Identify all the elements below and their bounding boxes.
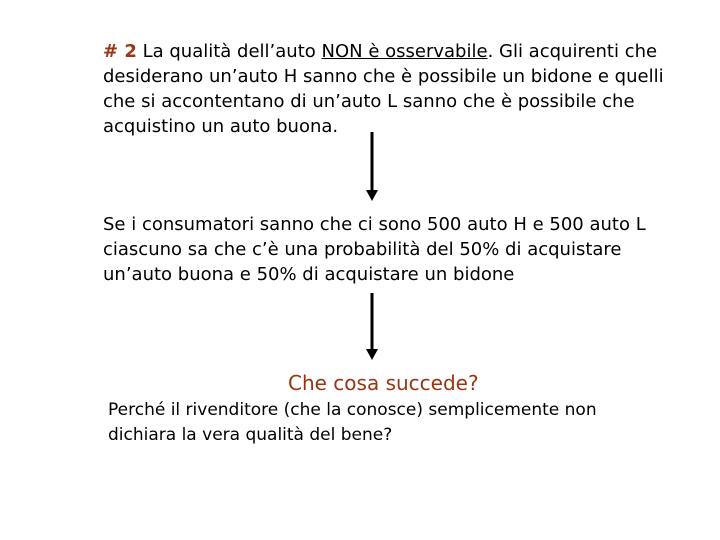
down-arrow-icon bbox=[364, 132, 380, 206]
point-number: # 2 bbox=[103, 41, 137, 62]
underlined-phrase: NON è osservabile bbox=[321, 41, 488, 62]
question-heading: Che cosa succede? bbox=[288, 371, 479, 395]
paragraph-seller-question: Perché il rivenditore (che la conosce) semplicemente non dichiara la vera qualità del bene? bbox=[108, 400, 597, 445]
down-arrow-icon bbox=[364, 293, 380, 365]
paragraph-quality-unobservable bbox=[103, 39, 683, 139]
paragraph-text-end: . Gli acquirenti che desiderano un’auto H sanno che è possibile un bidone e quelli che si accontentano di un’auto L sanno che è possibile che acquistino un auto buona. bbox=[103, 41, 664, 137]
paragraph-text-start: La qualità dell’auto bbox=[136, 41, 322, 62]
paragraph-probability: Se i consumatori sanno che ci sono 500 auto H e 500 auto L ciascuno sa che c’è una probabilità del 50% di acquistare un’auto buona e 50% di acquistare un bidone bbox=[103, 214, 646, 285]
